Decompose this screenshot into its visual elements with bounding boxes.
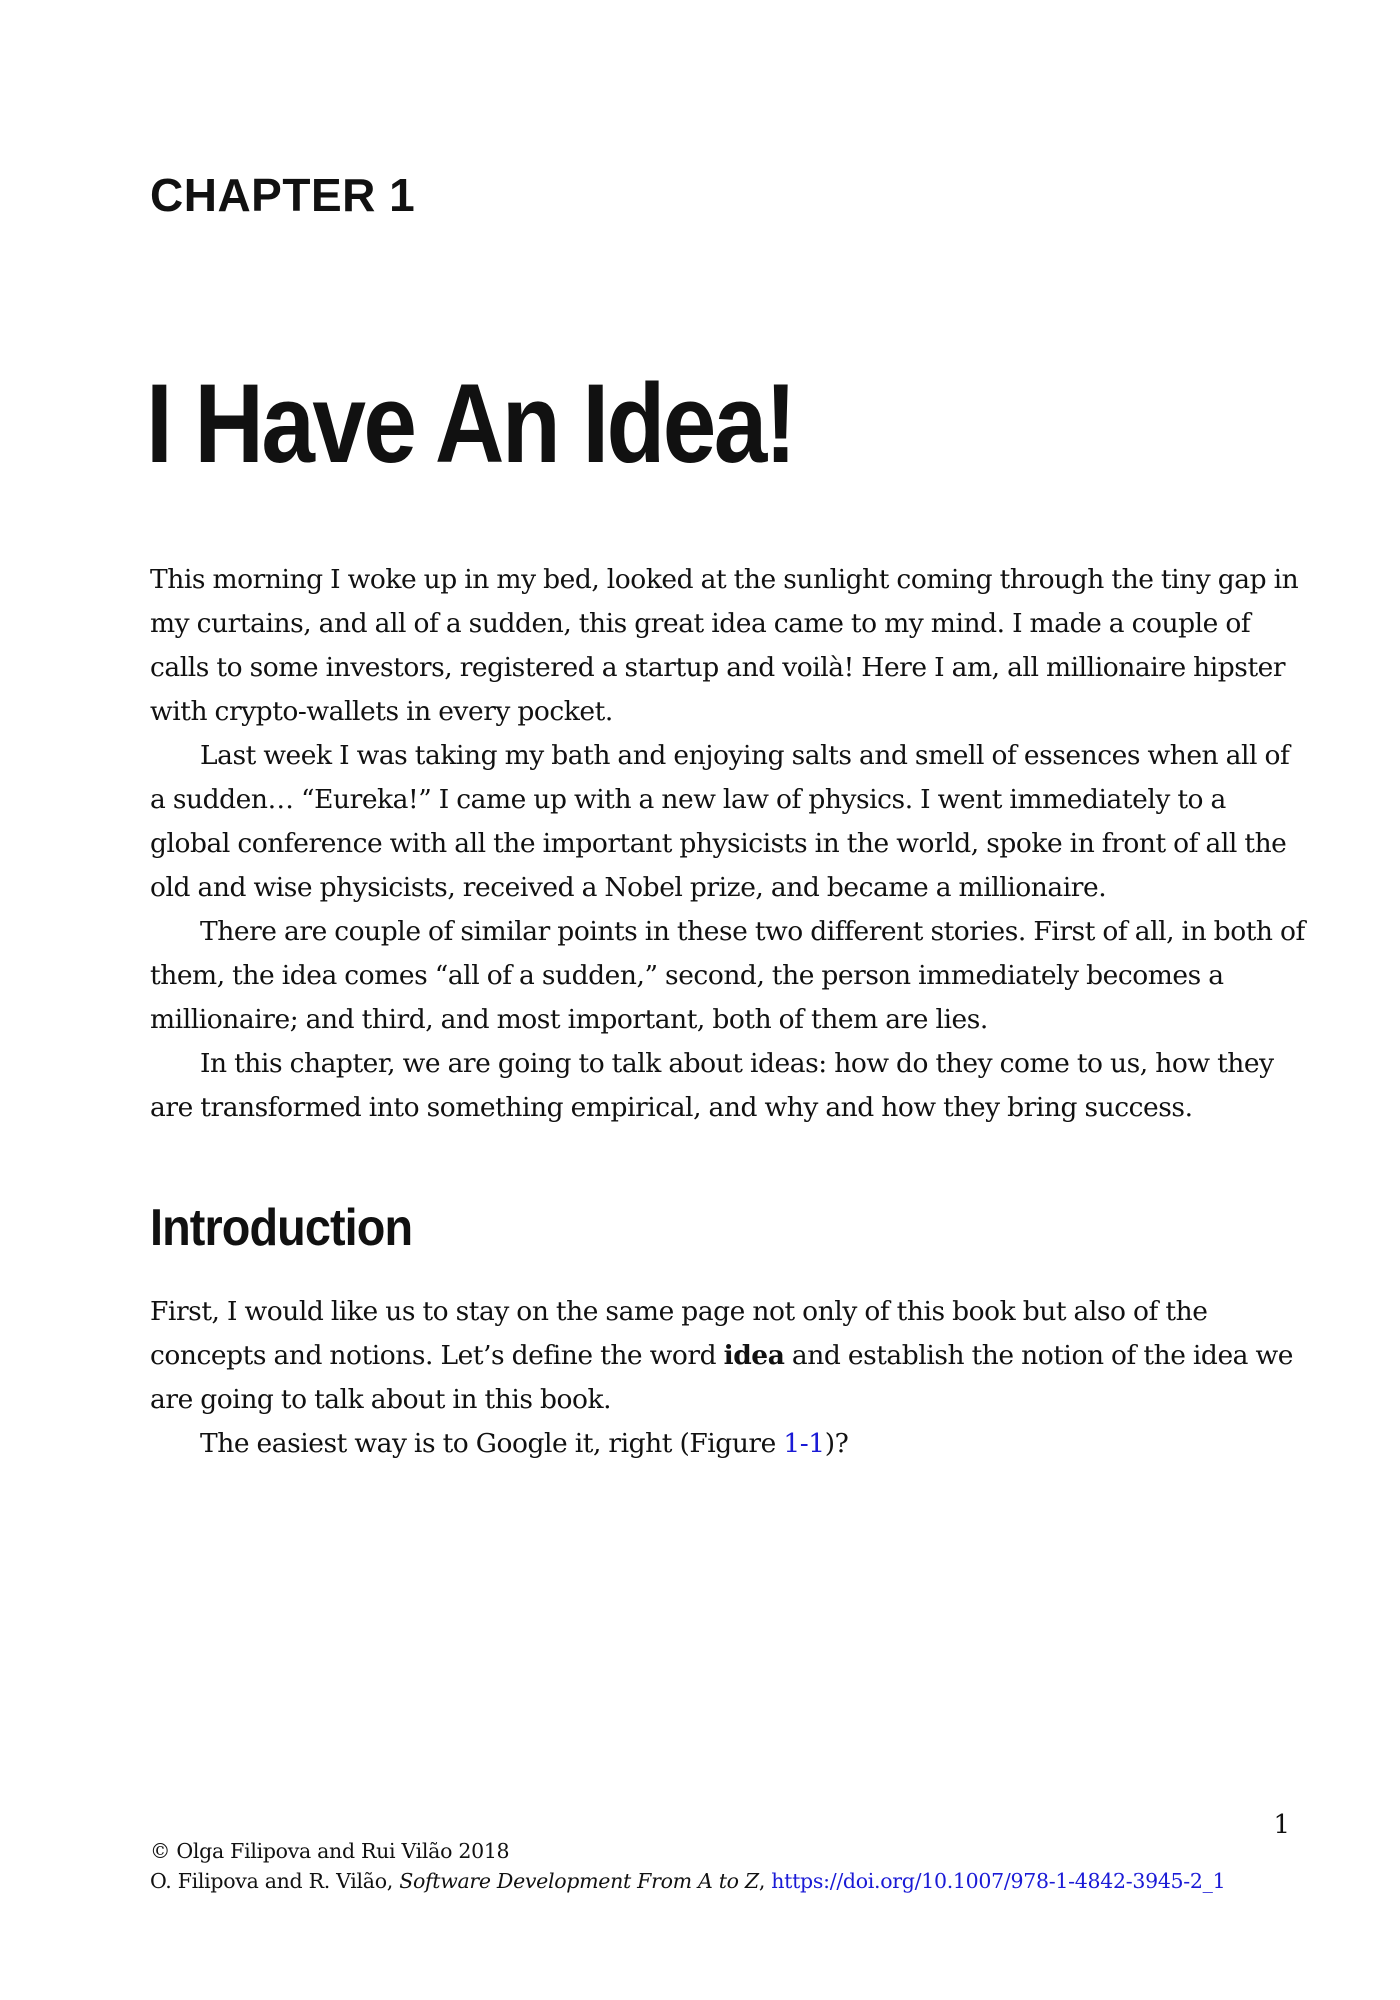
section-heading: Introduction: [150, 1199, 413, 1257]
chapter-label: CHAPTER 1: [150, 169, 416, 221]
paragraph: In this chapter, we are going to talk about ideas: how do they come to us, how they are transformed into something empirical, and why and how they bring success.: [150, 1048, 1274, 1123]
text-run: First, I would like us to stay on the same page not only of this book but also of the concepts and notions. Let’s define the word: [150, 1296, 1208, 1371]
copyright-line: © Olga Filipova and Rui Vilão 2018: [150, 1839, 510, 1863]
paragraph: [150, 1290, 1310, 1422]
citation-authors: O. Filipova and R. Vilão,: [150, 1869, 400, 1893]
doi-link[interactable]: https://doi.org/10.1007/978-1-4842-3945-2_1: [771, 1869, 1226, 1893]
paragraph: There are couple of similar points in these two different stories. First of all, in both of them, the idea comes “all of a sudden,” second, the person immediately becomes a millionaire; and third, and most important, both of them are lies.: [150, 916, 1305, 1035]
book-title: Software Development From A to Z: [399, 1869, 759, 1893]
citation-line: [150, 1866, 1225, 1896]
text-run: The easiest way is to Google it, right (Figure: [200, 1428, 784, 1459]
text-run: and establish the notion of the idea we are going to talk about in this book.: [150, 1340, 1293, 1415]
section-text: [150, 1290, 1310, 1466]
paragraph: [150, 1422, 1310, 1466]
page-footer: [150, 1836, 1225, 1896]
paragraph: Last week I was taking my bath and enjoying salts and smell of essences when all of a sudden… “Eureka!” I came up with a new law of physics. I went immediately to a global conference with all the important physicists in the world, spoke in front of all the old and wise physicists, received a Nobel prize, and became a millionaire.: [150, 740, 1290, 903]
chapter-title: I Have An Idea!: [146, 361, 795, 486]
figure-reference-link[interactable]: 1-1: [783, 1428, 825, 1459]
text-run: )?: [824, 1428, 849, 1459]
paragraph: This morning I woke up in my bed, looked at the sunlight coming through the tiny gap in my curtains, and all of a sudden, this great idea came to my mind. I made a couple of calls to some investors, registered a startup and voilà! Here I am, all millionaire hipster with crypto-wallets in every pocket.: [150, 564, 1299, 727]
chapter-intro-text: [150, 558, 1310, 1130]
bold-term: idea: [723, 1340, 785, 1371]
page-number: 1: [1273, 1810, 1290, 1840]
citation-separator: ,: [758, 1869, 772, 1893]
